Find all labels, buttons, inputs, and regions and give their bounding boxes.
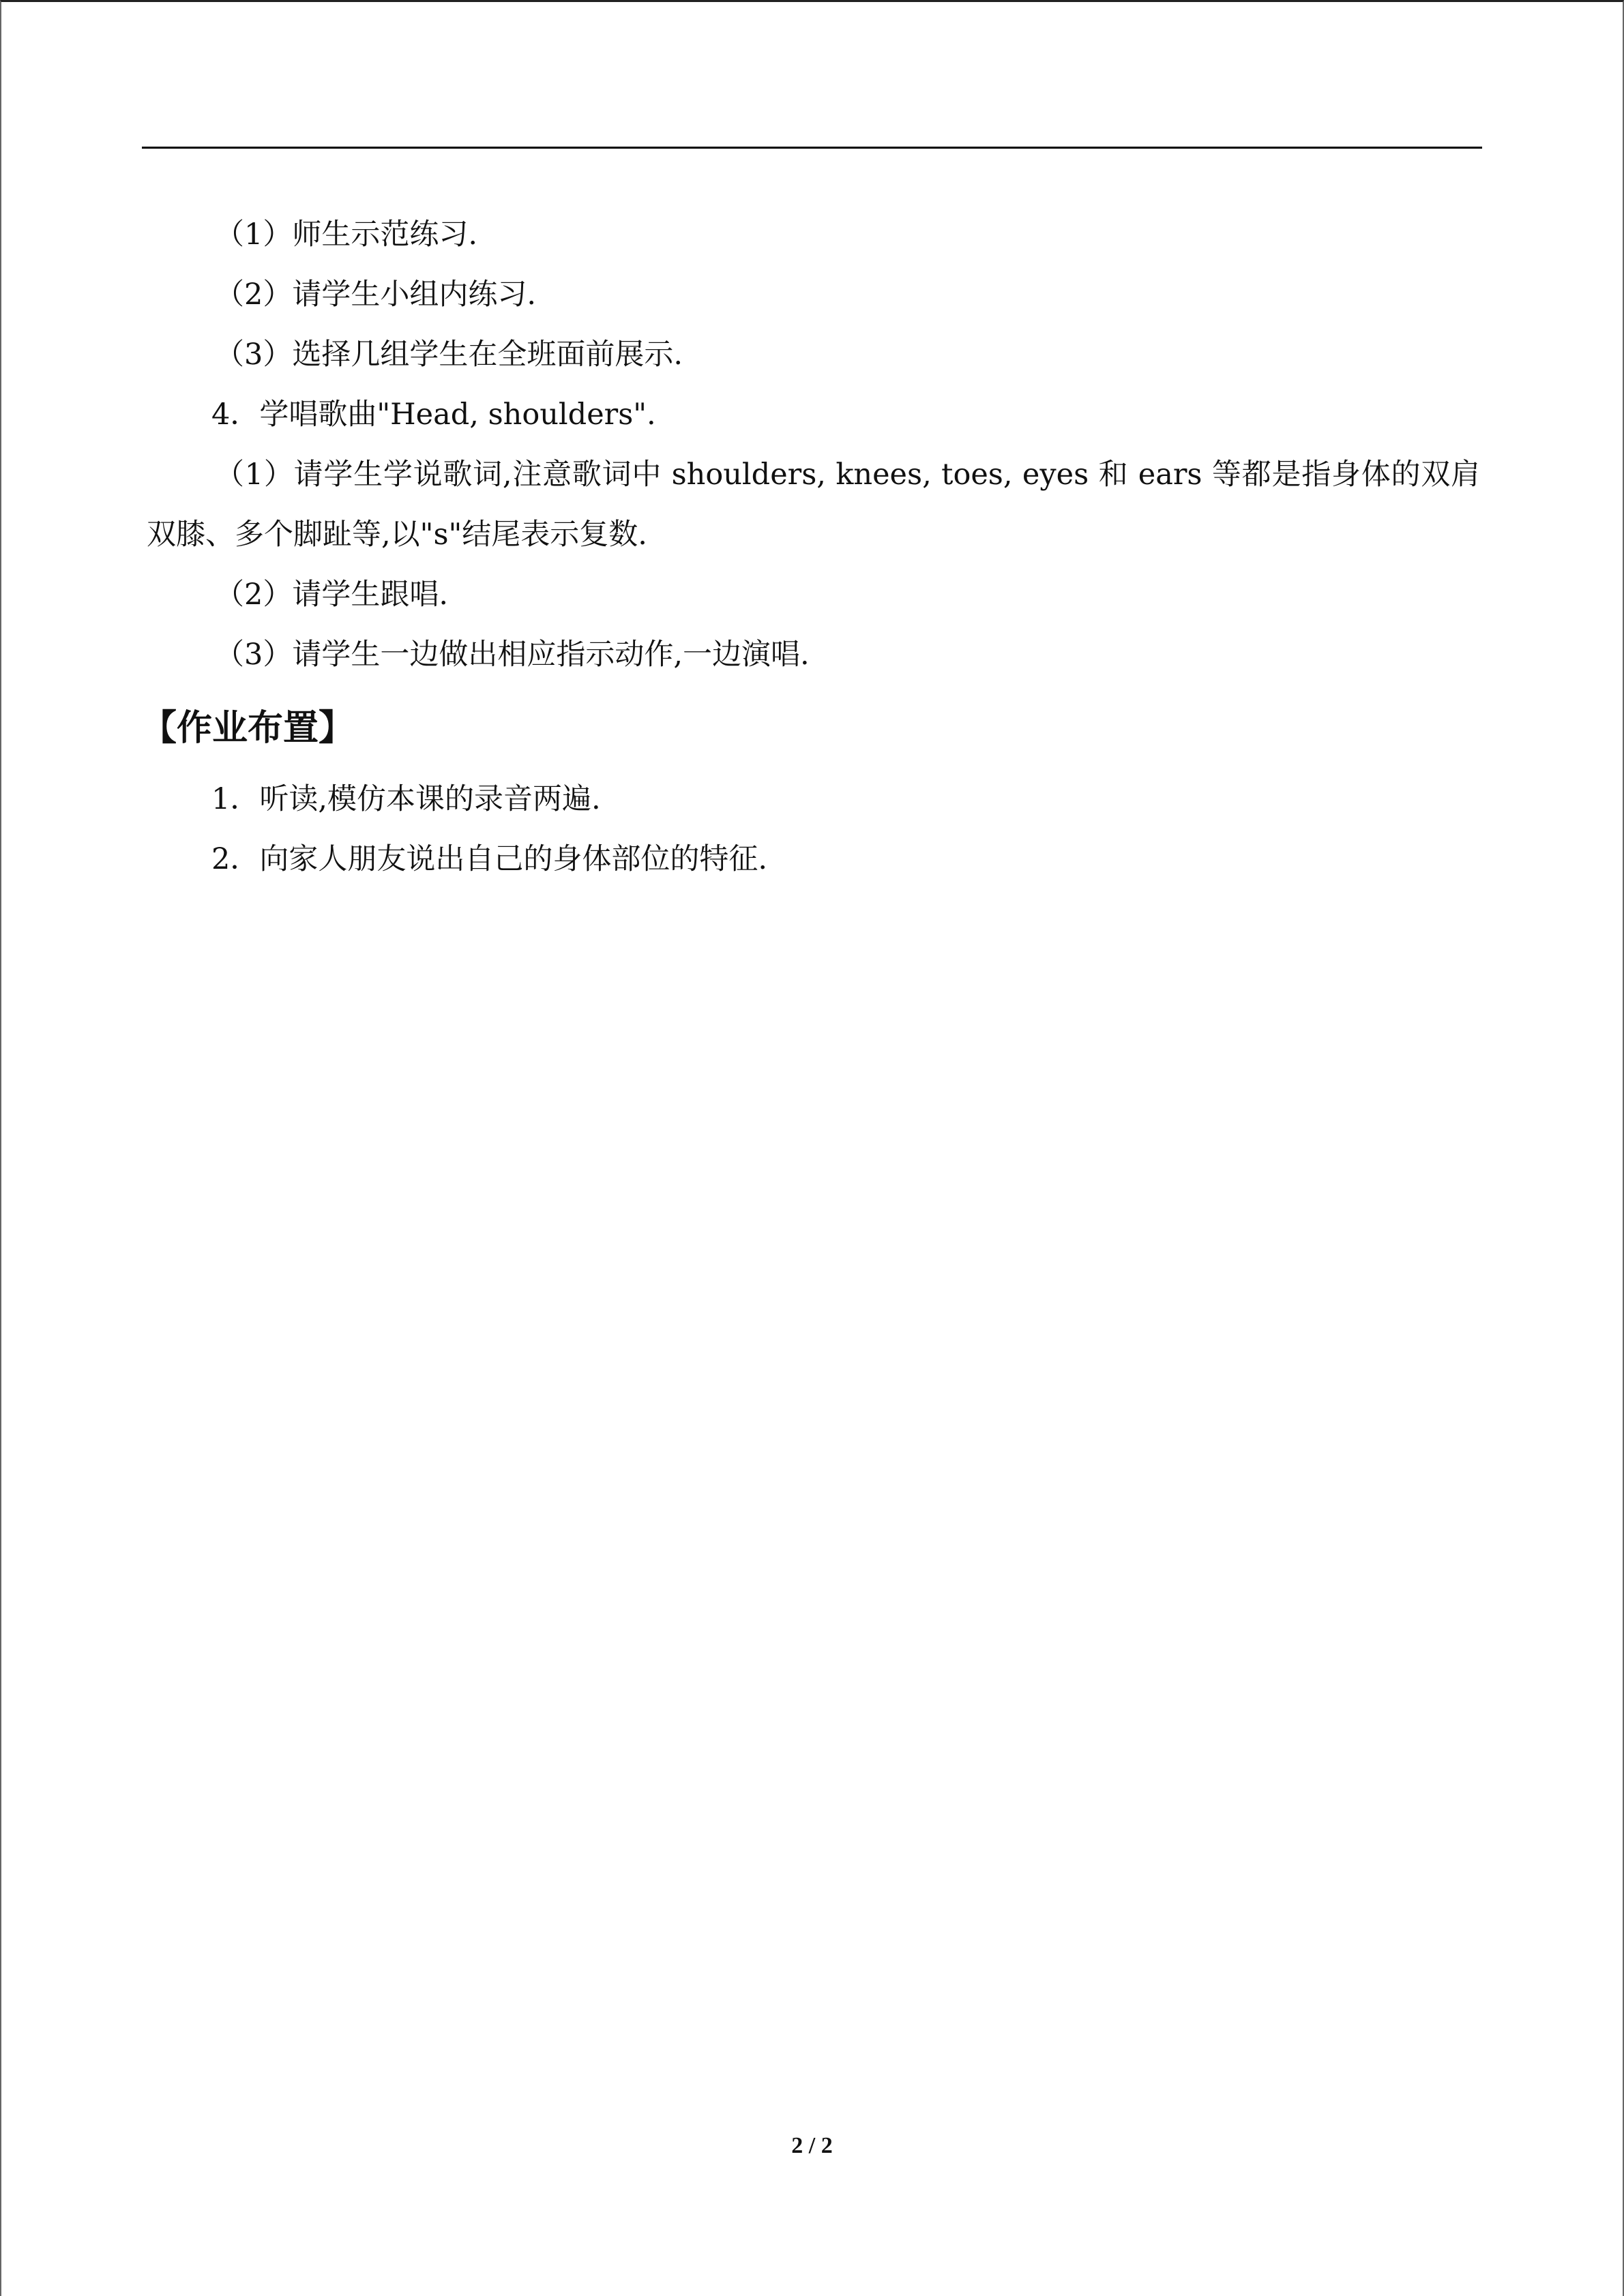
step-line-3: （3）选择几组学生在全班面前展示. [215, 338, 683, 372]
header-rule [142, 147, 1482, 149]
homework-item-1: 1．听读,模仿本课的录音两遍. [211, 782, 601, 816]
page-number: 2 / 2 [791, 2133, 833, 2158]
document-body [141, 205, 1480, 889]
step-line-2: （2）请学生小组内练习. [215, 278, 537, 312]
homework-heading: 【作业布置】 [141, 708, 355, 749]
step-line-1: （1）师生示范练习. [215, 218, 478, 252]
step-line-4: 4．学唱歌曲"Head, shoulders". [211, 398, 656, 432]
step-line-5: （2）请学生跟唱. [215, 578, 449, 612]
lyrics-paragraph: （1）请学生学说歌词,注意歌词中 shoulders, knees, toes, eyes 和 ears 等都是指身体的双肩双膝、多个脚趾等,以"s"结尾表示复数. [147, 458, 1480, 552]
step-line-6: （3）请学生一边做出相应指示动作,一边演唱. [215, 638, 810, 672]
homework-item-2: 2．向家人朋友说出自己的身体部位的特征. [211, 842, 768, 876]
